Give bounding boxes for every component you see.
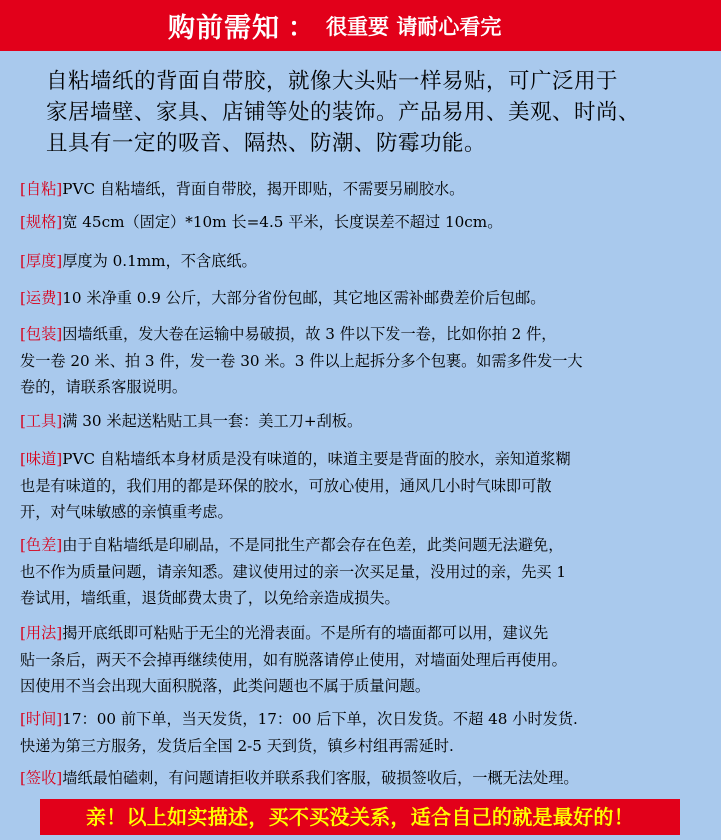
item-tag: [味道] (20, 450, 63, 468)
item-text: PVC 自粘墙纸本身材质是没有味道的，味道主要是背面的胶水，亲知道浆糊 (62, 450, 571, 468)
item-specification (20, 209, 710, 236)
item-text: 满 30 米起送粘贴工具一套：美工刀+刮板。 (62, 412, 363, 430)
item-tag: [时间] (20, 710, 63, 728)
item-line: 发一卷 20 米、拍 3 件，发一卷 30 米。3 件以上起拆分多个包裹。如需多件发一大 (20, 351, 583, 370)
item-line: 快递为第三方服务，发货后全国 2-5 天到货，镇乡村组再需延时. (20, 736, 454, 755)
item-tag: [用法] (20, 624, 63, 642)
item-line (20, 285, 710, 312)
item-thickness (20, 248, 710, 275)
item-tag: [包装] (20, 325, 63, 343)
item-line (20, 765, 710, 792)
item-self-adhesive (20, 176, 710, 203)
item-line: 也是有味道的，我们用的都是环保的胶水，可放心使用，通风几小时气味即可散 (20, 476, 552, 495)
intro-line: 家居墙壁、家具、店铺等处的装饰。产品易用、美观、时尚、 (46, 100, 641, 125)
item-text: 揭开底纸即可粘贴于无尘的光滑表面。不是所有的墙面都可以用，建议先 (62, 624, 549, 642)
item-text: 墙纸最怕磕刺，有问题请拒收并联系我们客服，破损签收后，一概无法处理。 (62, 769, 579, 787)
item-tag: [签收] (20, 769, 63, 787)
footer-banner: 亲！以上如实描述，买不买没关系，适合自己的就是最好的！ (40, 799, 680, 835)
intro-paragraph (46, 66, 696, 159)
item-line (20, 408, 710, 435)
item-tag: [色差] (20, 536, 63, 554)
item-tag: [运费] (20, 289, 63, 307)
item-line (20, 176, 710, 203)
intro-line: 自粘墙纸的背面自带胶，就像大头贴一样易贴，可广泛用于 (46, 69, 619, 94)
item-text: 由于自粘墙纸是印刷品，不是同批生产都会存在色差，此类问题无法避免， (62, 536, 564, 554)
item-usage (20, 620, 710, 700)
item-line (20, 209, 710, 236)
item-delivery-time (20, 706, 710, 759)
intro-line: 且具有一定的吸音、隔热、防潮、防霉功能。 (46, 131, 487, 156)
item-text: 宽 45cm（固定）*10m 长=4.5 平米，长度误差不超过 10cm。 (62, 213, 503, 231)
item-tag: [厚度] (20, 252, 63, 270)
item-line (20, 620, 710, 647)
item-color-difference (20, 532, 710, 612)
item-text: PVC 自粘墙纸，背面自带胶，揭开即贴，不需要另刷胶水。 (62, 180, 465, 198)
item-line: 卷试用，墙纸重，退货邮费太贵了，以免给亲造成损失。 (20, 589, 400, 607)
item-text: 因墙纸重，发大卷在运输中易破损，故 3 件以下发一卷，比如你拍 2 件， (62, 325, 557, 343)
item-receipt (20, 765, 710, 792)
item-line: 贴一条后，两天不会掉再继续使用，如有脱落请停止使用，对墙面处理后再使用。 (20, 650, 567, 669)
header-title: 购前需知 (168, 13, 280, 44)
item-line: 开，对气味敏感的亲慎重考虑。 (20, 503, 233, 521)
item-tag: [规格] (20, 213, 63, 231)
item-packaging (20, 321, 710, 401)
item-tools (20, 408, 710, 435)
header-colon: ： (288, 13, 315, 43)
item-line (20, 321, 710, 348)
item-line (20, 706, 710, 733)
item-line (20, 532, 710, 559)
header-banner (0, 0, 721, 51)
item-tag: [工具] (20, 412, 63, 430)
item-line: 也不作为质量问题，请亲知悉。建议使用过的亲一次买足量，没用过的亲，先买 1 (20, 562, 567, 581)
item-tag: [自粘] (20, 180, 63, 198)
item-line (20, 248, 710, 275)
item-odor (20, 446, 710, 526)
item-line (20, 446, 710, 473)
item-shipping-fee (20, 285, 710, 312)
header-subtitle: 很重要 请耐心看完 (326, 14, 502, 39)
item-line: 卷的，请联系客服说明。 (20, 378, 188, 396)
item-text: 10 米净重 0.9 公斤，大部分省份包邮，其它地区需补邮费差价后包邮。 (62, 289, 546, 307)
item-text: 17：00 前下单，当天发货，17：00 后下单，次日发货。不超 48 小时发货. (62, 710, 578, 728)
item-text: 厚度为 0.1mm，不含底纸。 (62, 252, 257, 270)
item-line: 因使用不当会出现大面积脱落，此类问题也不属于质量问题。 (20, 677, 431, 695)
